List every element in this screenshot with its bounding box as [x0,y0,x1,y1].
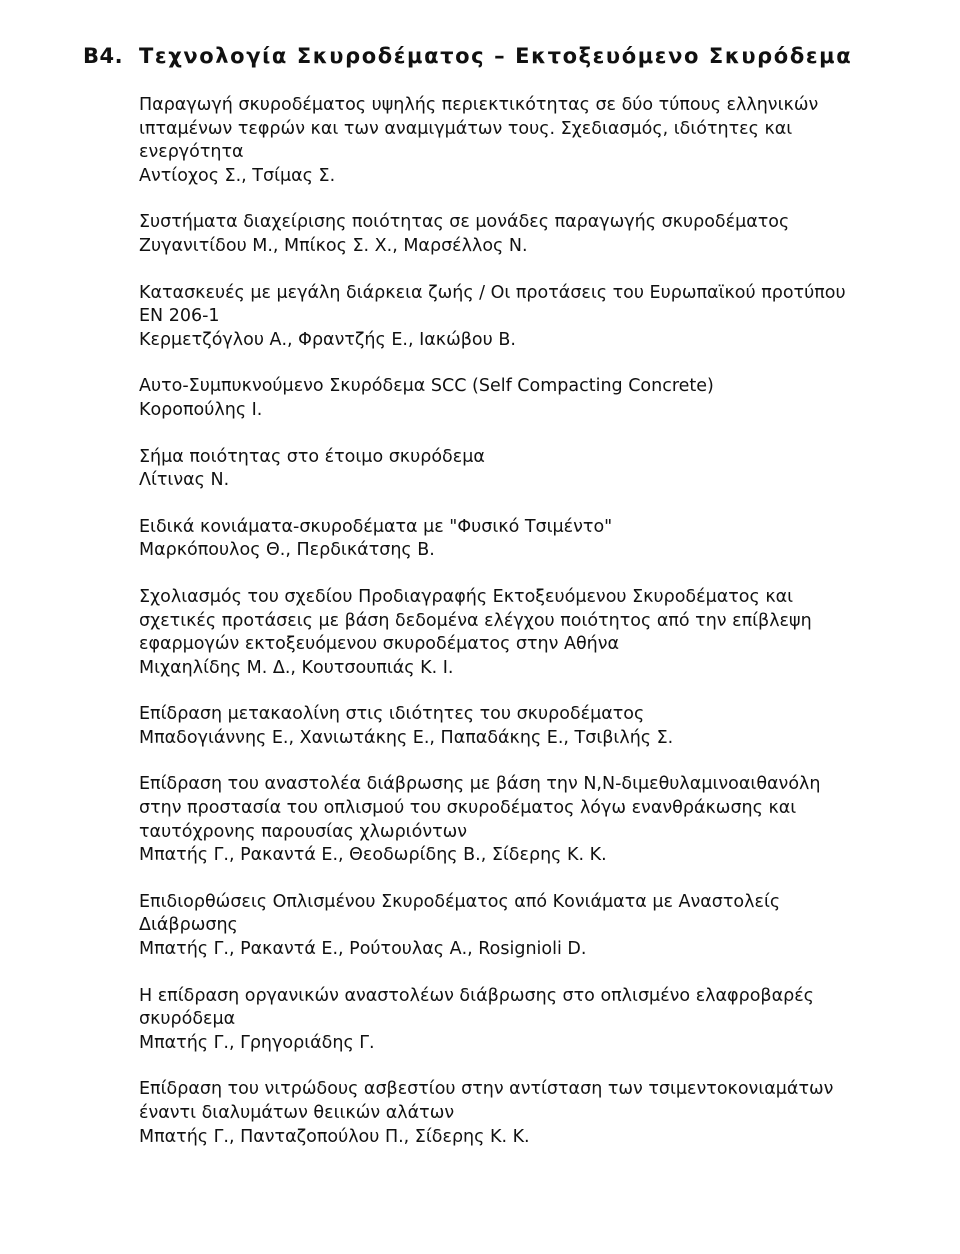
entry-title-line: Επίδραση μετακαολίνη στις ιδιότητες του σκυροδέματος [139,704,645,725]
entry-title-line: Η επίδραση οργανικών αναστολέων διάβρωσης στο οπλισμένο ελαφροβαρές [139,985,814,1006]
section-code: B4. [83,44,124,68]
entry-authors: Μπατής Γ., Ρακαντά Ε., Θεοδωρίδης Β., Σίδερης Κ. Κ. [139,845,607,866]
entry [139,703,939,750]
entry-title-line: έναντι διαλυμάτων θειικών αλάτων [139,1103,455,1123]
section-title: Τεχνολογία Σκυροδέματος – Εκτοξευόμενο Σκυρόδεμα [139,44,853,68]
entry-title-line: Επίδραση του νιτρώδους ασβεστίου στην αντίσταση των τσιμεντοκονιαμάτων [139,1079,834,1100]
entry-authors: Κερμετζόγλου Α., Φραντζής Ε., Ιακώβου Β. [139,329,516,350]
entry-authors: Μπατής Γ., Ρακαντά Ε., Ρούτουλας Α., Rosignioli D. [139,939,587,960]
entry-title-line: ιπταμένων τεφρών και των αναμιγμάτων τους. Σχεδιασμός, ιδιότητες και [139,118,793,139]
entry-authors: Μπατής Γ., Πανταζοπούλου Π., Σίδερης Κ. Κ. [139,1126,530,1147]
entry-title-line: Κατασκευές με μεγάλη διάρκεια ζωής / Οι προτάσεις του Ευρωπαϊκού προτύπου [139,282,846,303]
entry-authors: Μπατής Γ., Γρηγοριάδης Γ. [139,1032,375,1053]
entry-authors: Μαρκόπουλος Θ., Περδικάτσης Β. [139,540,435,561]
entry-list [139,94,939,1149]
entry-title-line: Αυτο-Συμπυκνούμενο Σκυρόδεμα SCC (Self Compacting Concrete) [139,376,714,397]
entry [139,773,939,867]
entry-authors: Ζυγανιτίδου Μ., Μπίκος Σ. Χ., Μαρσέλλος Ν. [139,235,528,256]
entry-title-line: Σχολιασμός του σχεδίου Προδιαγραφής Εκτοξευόμενου Σκυροδέματος και [139,586,794,607]
entry-authors: Λίτινας Ν. [139,470,230,491]
entry-authors: Αντίοχος Σ., Τσίμας Σ. [139,165,336,186]
entry-title-line: ταυτόχρονης παρουσίας χλωριόντων [139,821,468,842]
entry-title-line: σκυρόδεμα [139,1009,236,1030]
entry-title-line: Σήμα ποιότητας στο έτοιμο σκυρόδεμα [139,446,485,467]
entry-title-line: σχετικές προτάσεις με βάση δεδομένα ελέγχου ποιότητος από την επίβλεψη [139,610,812,631]
entry-authors: Μπαδογιάννης Ε., Χανιωτάκης Ε., Παπαδάκης Ε., Τσιβιλής Σ. [139,727,674,748]
entry [139,516,939,563]
entry-title-line: εφαρμογών εκτοξευόμενου σκυροδέματος στην Αθήνα [139,634,620,655]
entry [139,1078,939,1149]
entry-title-line: ενεργότητα [139,142,244,163]
entry [139,446,939,493]
entry-title-line: Ειδικά κονιάματα-σκυροδέματα με "Φυσικό Τσιμέντο" [139,516,613,537]
entry-title-line: Παραγωγή σκυροδέματος υψηλής περιεκτικότητας σε δύο τύπους ελληνικών [139,95,819,115]
entry-title-line: Συστήματα διαχείρισης ποιότητας σε μονάδες παραγωγής σκυροδέματος [139,212,790,233]
entry-title-line: EN 206-1 [139,306,220,327]
entry [139,891,939,962]
section-heading [83,42,953,70]
entry-title-line: Επιδιορθώσεις Οπλισμένου Σκυροδέματος από Κονιάματα με Αναστολείς [139,891,781,912]
entry [139,985,939,1056]
entry [139,586,939,680]
entry-title-line: Διάβρωσης [139,915,238,936]
entry [139,282,939,353]
entry-authors: Κοροπούλης Ι. [139,399,263,420]
entry [139,94,939,188]
entry-authors: Μιχαηλίδης Μ. Δ., Κουτσουπιάς Κ. Ι. [139,657,454,678]
entry [139,375,939,422]
entry [139,211,939,258]
entry-title-line: στην προστασία του οπλισμού του σκυροδέματος λόγω ενανθράκωσης και [139,798,797,819]
entry-title-line: Επίδραση του αναστολέα διάβρωσης με βάση την N,N-διμεθυλαμινοαιθανόλη [139,774,821,795]
